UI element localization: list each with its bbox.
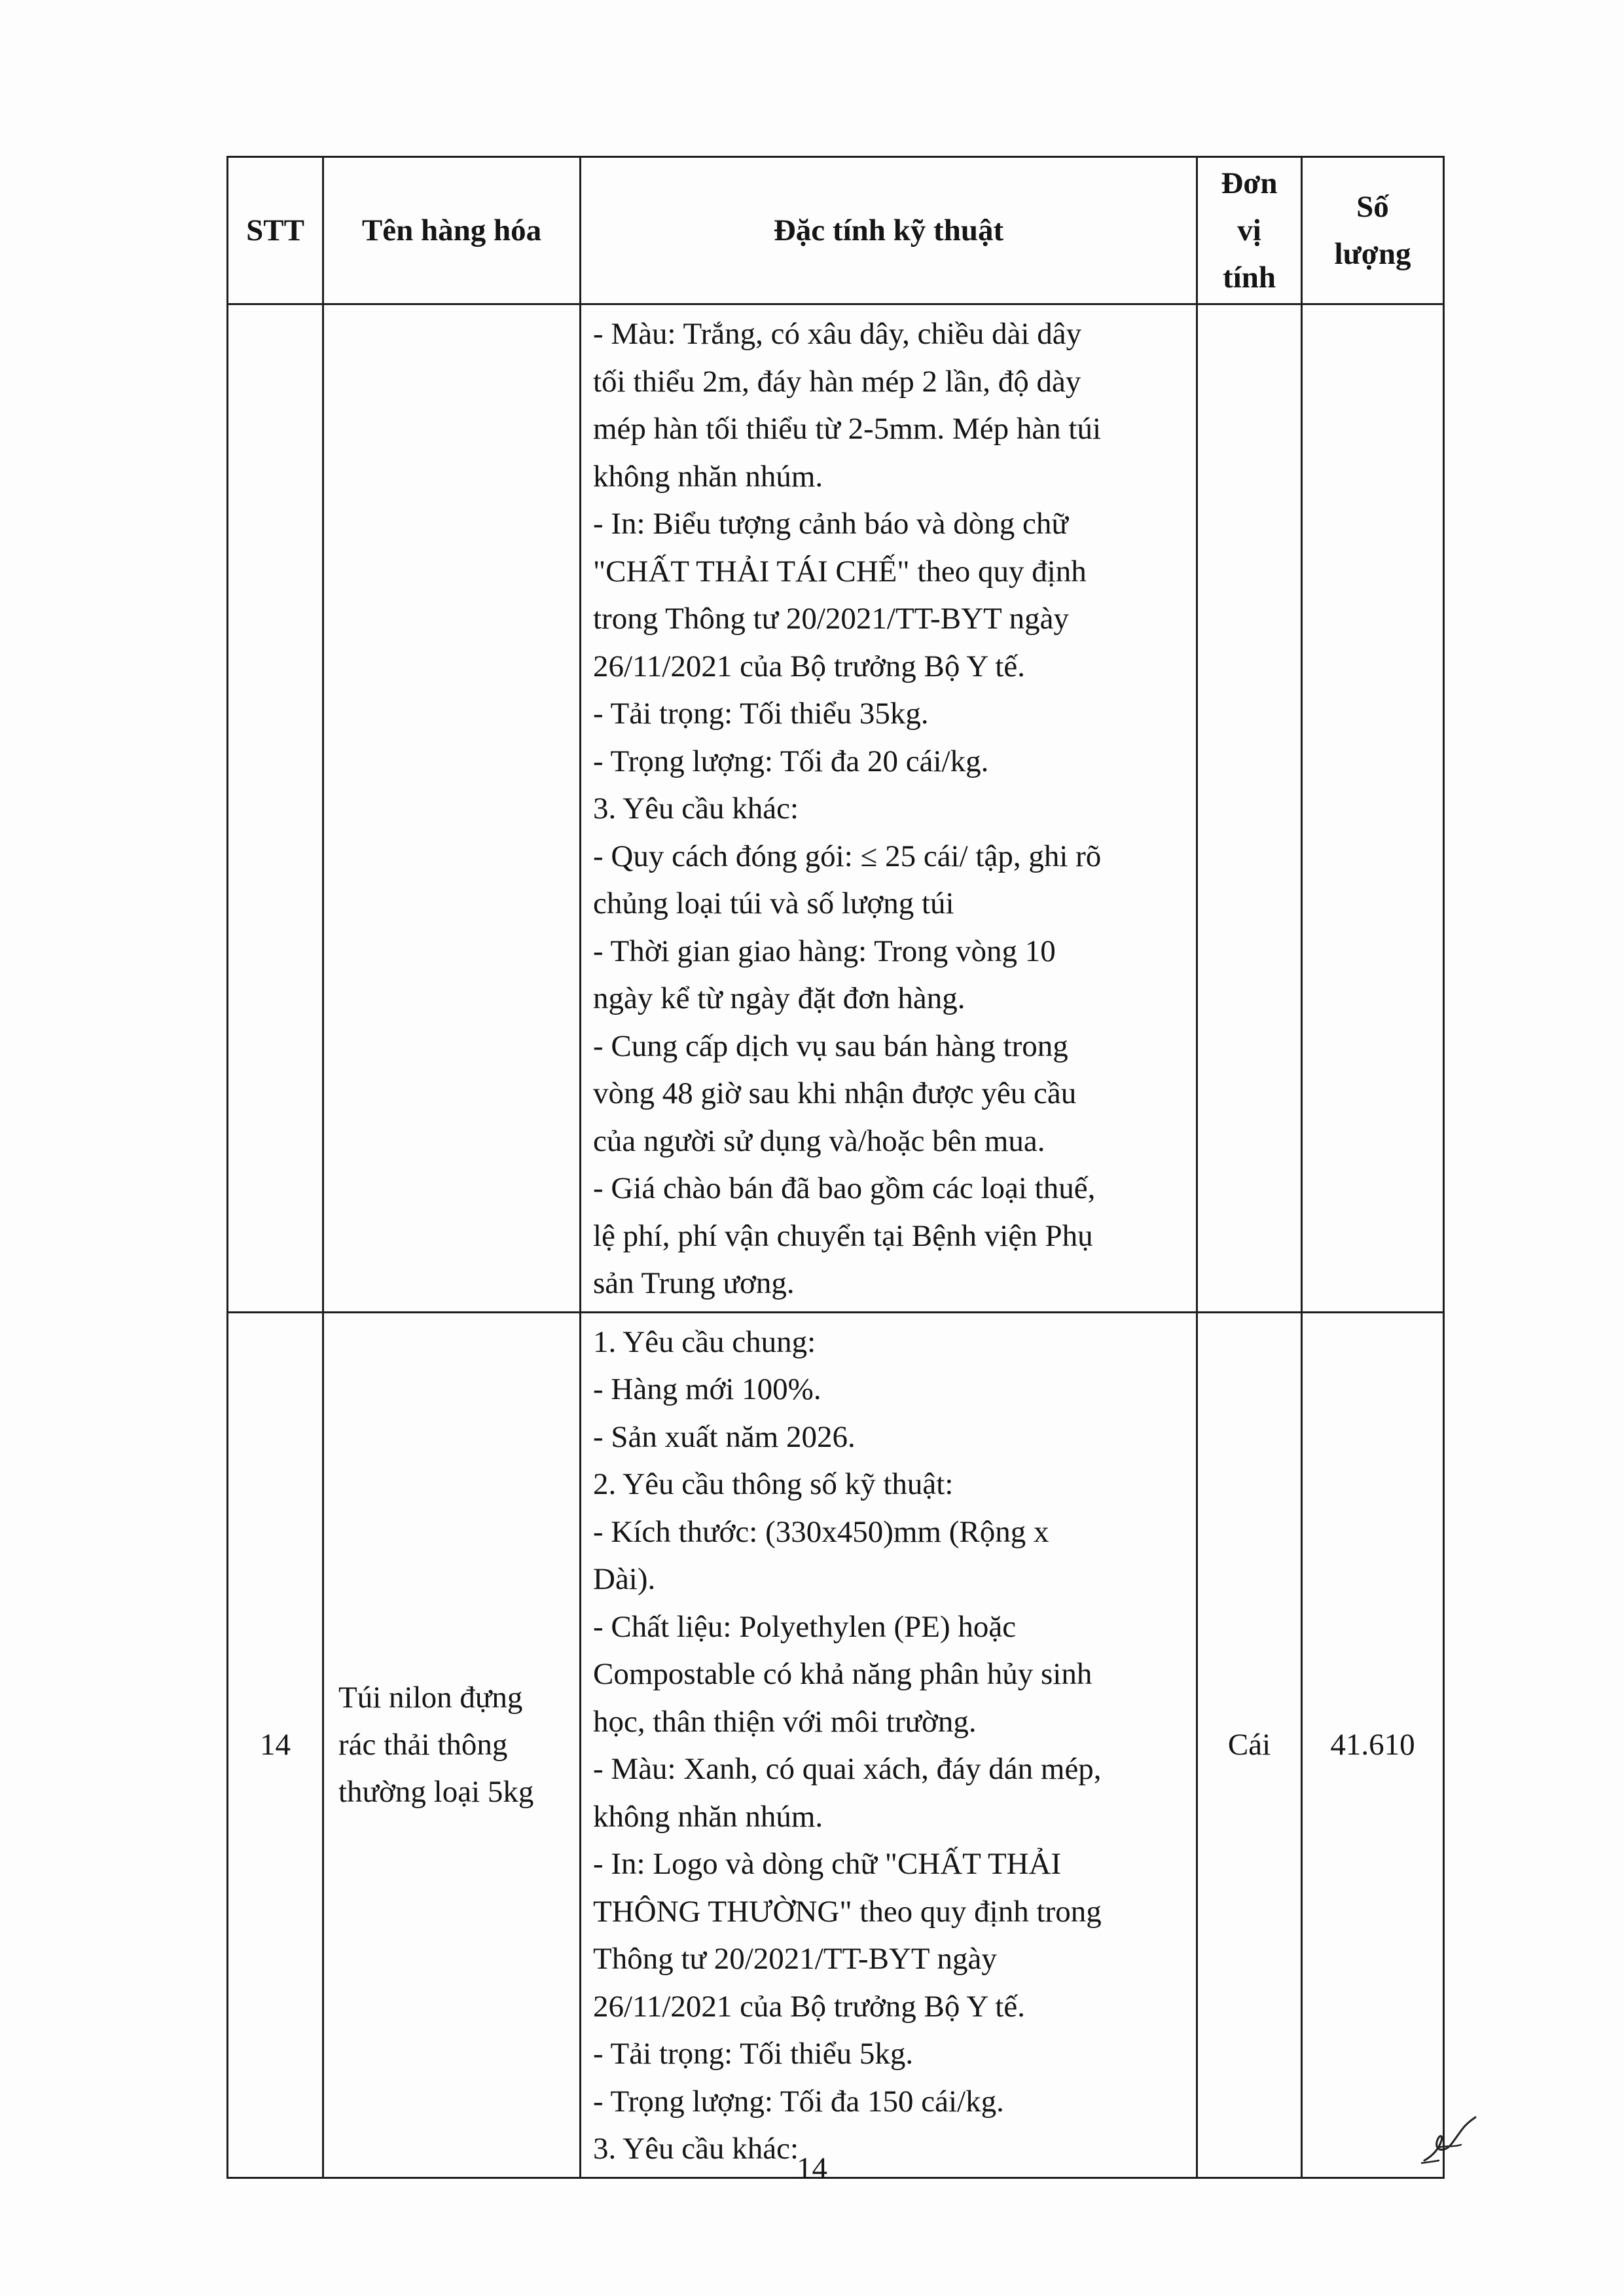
- spec-line: - Tải trọng: Tối thiểu 5kg.: [593, 2037, 914, 2071]
- header-unit: [1197, 157, 1302, 304]
- spec-line: "CHẤT THẢI TÁI CHẾ" theo quy định: [593, 554, 1087, 589]
- spec-line: ngày kể từ ngày đặt đơn hàng.: [593, 981, 965, 1015]
- spec-line: - Màu: Xanh, có quai xách, đáy dán mép,: [593, 1752, 1102, 1786]
- header-unit-line: Đơn: [1221, 166, 1278, 200]
- table-row: [228, 1312, 1444, 2178]
- row-qty: 41.610: [1302, 1312, 1444, 2178]
- row-name-line: rác thải thông: [338, 1728, 508, 1762]
- header-unit-line: vị: [1237, 213, 1261, 247]
- header-unit-line: tính: [1223, 261, 1276, 295]
- spec-line: 1. Yêu cầu chung:: [593, 1324, 816, 1359]
- spec-line: - Giá chào bán đã bao gồm các loại thuế,: [593, 1171, 1096, 1205]
- spec-line: - Hàng mới 100%.: [593, 1372, 821, 1406]
- header-name: Tên hàng hóa: [323, 157, 581, 304]
- spec-list: [581, 305, 1196, 1311]
- row-spec: [581, 1312, 1197, 2178]
- spec-line: 3. Yêu cầu khác:: [593, 792, 799, 826]
- row-stt: [228, 304, 323, 1313]
- spec-line: 26/11/2021 của Bộ trưởng Bộ Y tế.: [593, 649, 1025, 683]
- spec-line: mép hàn tối thiểu từ 2-5mm. Mép hàn túi: [593, 412, 1102, 446]
- header-spec: Đặc tính kỹ thuật: [581, 157, 1197, 304]
- spec-line: vòng 48 giờ sau khi nhận được yêu cầu: [593, 1076, 1077, 1110]
- spec-list: [581, 1313, 1196, 2177]
- header-row: [228, 157, 1444, 304]
- page-number: 14: [797, 2151, 827, 2185]
- row-qty: [1302, 304, 1444, 1313]
- spec-line: 26/11/2021 của Bộ trưởng Bộ Y tế.: [593, 1989, 1025, 2024]
- spec-line: học, thân thiện với môi trường.: [593, 1704, 977, 1739]
- row-name: [323, 304, 581, 1313]
- spec-line: - Kích thước: (330x450)mm (Rộng x: [593, 1514, 1049, 1549]
- spec-line: lệ phí, phí vận chuyển tại Bệnh viện Phụ: [593, 1218, 1093, 1253]
- spec-line: không nhăn nhúm.: [593, 459, 823, 494]
- row-unit: [1197, 304, 1302, 1313]
- spec-line: 2. Yêu cầu thông số kỹ thuật:: [593, 1467, 954, 1501]
- spec-line: sản Trung ương.: [593, 1266, 795, 1300]
- spec-line: - Trọng lượng: Tối đa 20 cái/kg.: [593, 744, 989, 778]
- header-qty-line: Số: [1356, 190, 1389, 224]
- spec-line: trong Thông tư 20/2021/TT-BYT ngày: [593, 602, 1069, 636]
- header-qty-line: lượng: [1334, 237, 1411, 271]
- spec-line: của người sử dụng và/hoặc bên mua.: [593, 1123, 1045, 1158]
- row-stt: 14: [228, 1312, 323, 2178]
- spec-line: - Quy cách đóng gói: ≤ 25 cái/ tập, ghi rõ: [593, 839, 1102, 873]
- header-stt: STT: [228, 157, 323, 304]
- spec-line: - Trọng lượng: Tối đa 150 cái/kg.: [593, 2084, 1004, 2119]
- row-name-line: Túi nilon đựng: [338, 1681, 523, 1715]
- spec-line: - Tải trọng: Tối thiểu 35kg.: [593, 697, 929, 731]
- spec-line: - Chất liệu: Polyethylen (PE) hoặc: [593, 1609, 1017, 1644]
- row-unit: Cái: [1197, 1312, 1302, 2178]
- spec-line: - Cung cấp dịch vụ sau bán hàng trong: [593, 1029, 1068, 1063]
- spec-line: - Sản xuất năm 2026.: [593, 1419, 856, 1454]
- spec-line: - In: Biểu tượng cảnh báo và dòng chữ: [593, 507, 1068, 541]
- spec-line: 3. Yêu cầu khác:: [593, 2132, 799, 2166]
- spec-line: Compostable có khả năng phân hủy sinh: [593, 1657, 1092, 1691]
- header-qty: [1302, 157, 1444, 304]
- row-name: [323, 1312, 581, 2178]
- spec-line: Thông tư 20/2021/TT-BYT ngày: [593, 1942, 997, 1976]
- spec-line: chủng loại túi và số lượng túi: [593, 886, 954, 920]
- spec-line: THÔNG THƯỜNG" theo quy định trong: [593, 1894, 1102, 1929]
- spec-line: - Thời gian giao hàng: Trong vòng 10: [593, 934, 1056, 968]
- row-name-line: thường loại 5kg: [338, 1775, 534, 1809]
- spec-line: Dài).: [593, 1562, 656, 1596]
- spec-line: không nhăn nhúm.: [593, 1799, 823, 1834]
- signature-icon: [1419, 2115, 1478, 2167]
- table-row: [228, 304, 1444, 1313]
- spec-table: [226, 156, 1445, 2179]
- row-spec: [581, 304, 1197, 1313]
- spec-line: - In: Logo và dòng chữ "CHẤT THẢI: [593, 1847, 1062, 1881]
- spec-line: tối thiểu 2m, đáy hàn mép 2 lần, độ dày: [593, 364, 1081, 399]
- spec-line: - Màu: Trắng, có xâu dây, chiều dài dây: [593, 317, 1082, 351]
